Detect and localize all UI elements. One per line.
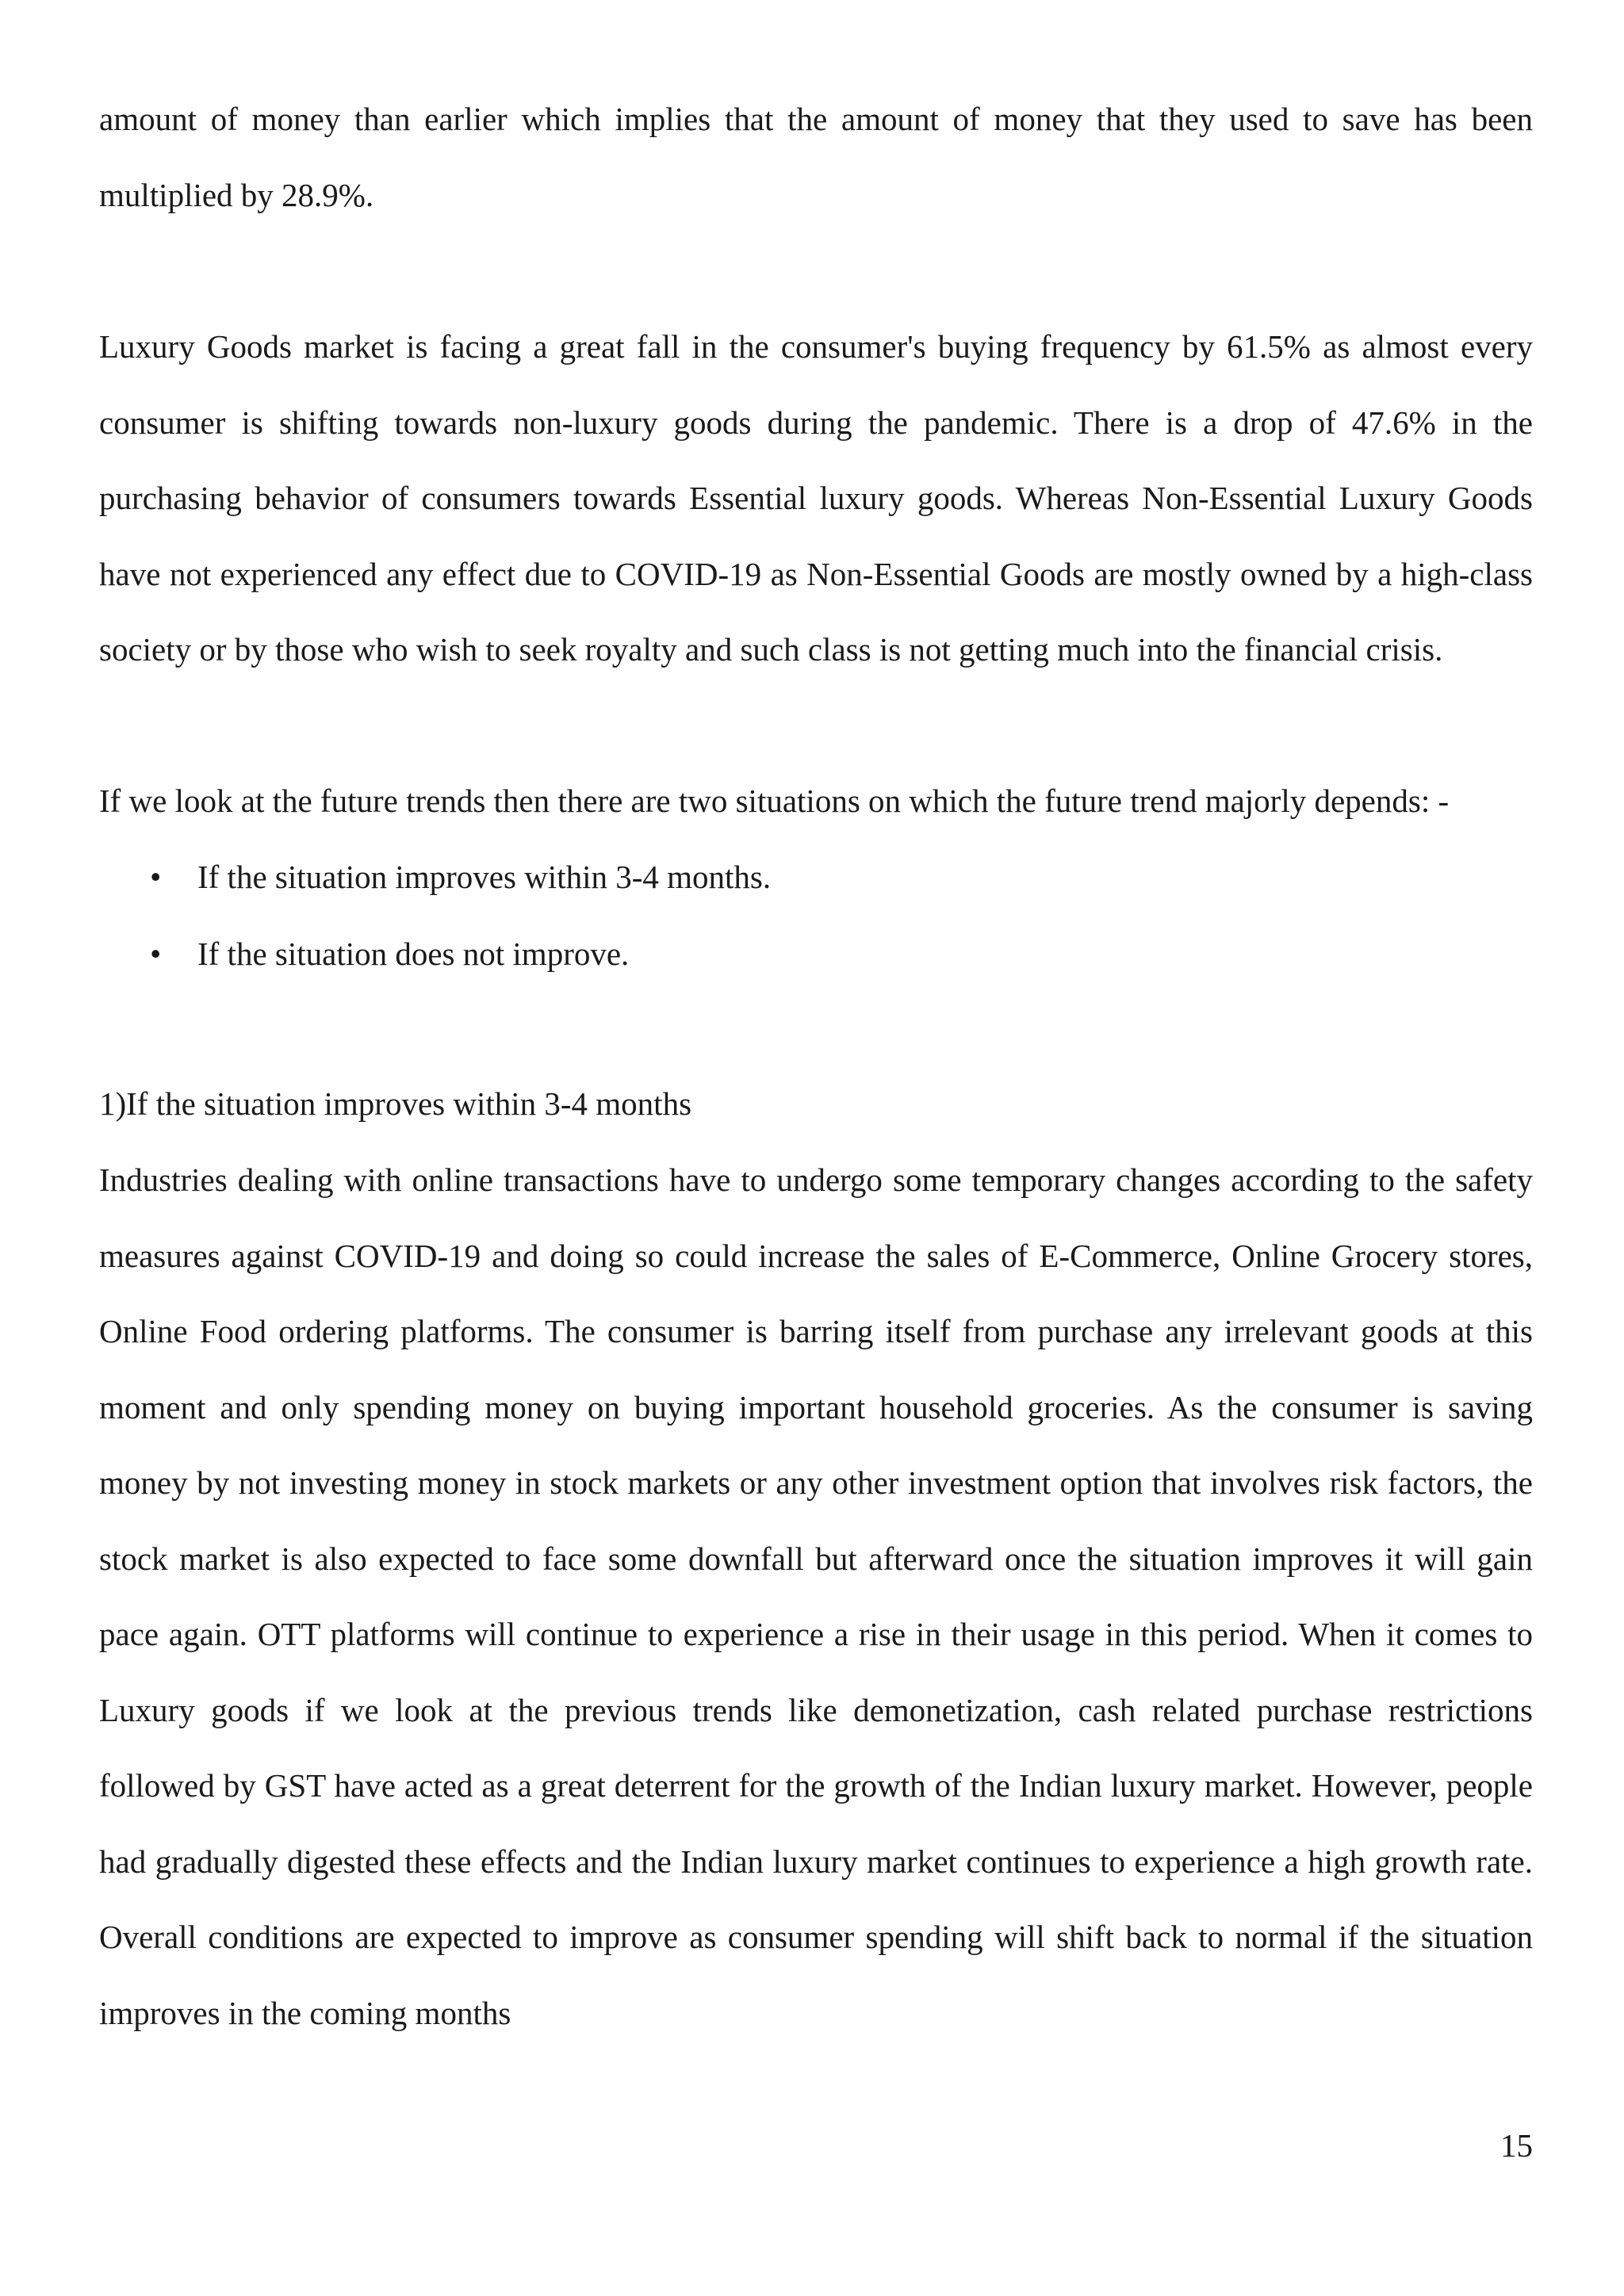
bullet-icon: • <box>150 859 162 895</box>
continuation-paragraph: amount of money than earlier which implies that the amount of money that they used to save has been multiplied by 28.9%. <box>99 101 1533 213</box>
scenario-paragraph: Industries dealing with online transactions have to undergo some temporary changes according to the safety measures against COVID-19 and doing so could increase the sales of E-Commerce, Online Grocery stores, Online Food ordering platforms. The consumer is barring itself from purchase any irrelevant goods at this moment and only spending money on buying important household groceries. As the consumer is saving money by not investing money in stock markets or any other investment option that involves risk factors, the stock market is also expected to face some downfall but afterward once the situation improves it will gain pace again. OTT platforms will continue to experience a rise in their usage in this period. When it comes to Luxury goods if we look at the previous trends like demonetization, cash related purchase restrictions followed by GST have acted as a great deterrent for the growth of the Indian luxury market. However, people had gradually digested these effects and the Indian luxury market continues to experience a high growth rate. Overall conditions are expected to improve as consumer spending will shift back to normal if the situation improves in the coming months <box>99 1161 1533 2031</box>
future-trends-intro: If we look at the future trends then there are two situations on which the future trend majorly depends: - <box>99 783 1450 819</box>
bullet-icon: • <box>150 936 162 972</box>
list-item <box>99 916 1533 993</box>
list-item-text: If the situation does not improve. <box>197 936 630 972</box>
list-item <box>99 839 1533 916</box>
list-item-text: If the situation improves within 3-4 months. <box>197 859 772 895</box>
section-heading: 1)If the situation improves within 3-4 months <box>99 1085 692 1122</box>
page-number: 15 <box>1500 2127 1533 2164</box>
situations-list <box>99 839 1533 993</box>
luxury-goods-paragraph: Luxury Goods market is facing a great fall in the consumer's buying frequency by 61.5% as almost every consumer is shifting towards non-luxury goods during the pandemic. There is a drop of 47.6% in the purchasing behavior of consumers towards Essential luxury goods. Whereas Non-Essential Luxury Goods have not experienced any effect due to COVID-19 as Non-Essential Goods are mostly owned by a high-class society or by those who wish to seek royalty and such class is not getting much into the financial crisis. <box>99 328 1533 668</box>
